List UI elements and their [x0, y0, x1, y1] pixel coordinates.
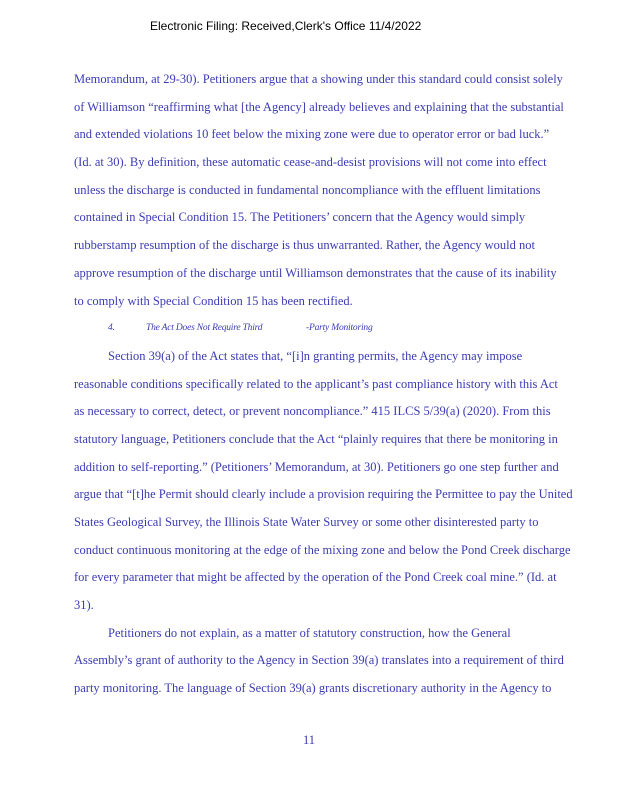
document-body: [74, 70, 614, 707]
body-line: addition to self-reporting.” (Petitioners’ Memorandum, at 30). Petitioners go one step further and: [74, 459, 559, 474]
body-line: reasonable conditions specifically related to the applicant’s past compliance history with this Act: [74, 376, 558, 391]
page-number: 11: [302, 733, 316, 747]
body-line: approve resumption of the discharge until Williamson demonstrates that the cause of its inability: [74, 265, 557, 280]
body-line: contained in Special Condition 15. The Petitioners’ concern that the Agency would simply: [74, 210, 526, 225]
body-line: party monitoring. The language of Section 39(a) grants discretionary authority in the Agency to: [74, 681, 552, 696]
body-line: argue that “[t]he Permit should clearly include a provision requiring the Permittee to pay the United: [74, 487, 573, 502]
subheading-number: 4.: [108, 323, 115, 334]
body-line: of Williamson “reaffirming what [the Agency] already believes and explaining that the substantial: [74, 99, 564, 114]
body-line: unless the discharge is conducted in fundamental noncompliance with the effluent limitations: [74, 182, 541, 197]
body-line: States Geological Survey, the Illinois State Water Survey or some other disinterested party to: [74, 515, 539, 529]
section-subheading: [74, 319, 614, 347]
body-line: for every parameter that might be affected by the operation of the Pond Creek coal mine.” (Id. at: [74, 570, 557, 585]
subheading-title-part1: The Act Does Not Require Third: [146, 323, 263, 334]
body-line: statutory language, Petitioners conclude that the Act “plainly requires that there be monitoring in: [74, 431, 558, 446]
body-line: Assembly’s grant of authority to the Agency in Section 39(a) translates into a requirement of third: [74, 653, 564, 668]
body-line: and extended violations 10 feet below the mixing zone were due to operator error or bad luck.”: [74, 127, 550, 142]
subheading-title-part2: -Party Monitoring: [306, 323, 373, 334]
body-line: Memorandum, at 29-30). Petitioners argue that a showing under this standard could consist solely: [74, 72, 563, 86]
body-line: 31).: [74, 598, 94, 613]
body-line: rubberstamp resumption of the discharge is thus unwarranted. Rather, the Agency would not: [74, 238, 535, 253]
body-line: Petitioners do not explain, as a matter of statutory construction, how the General: [108, 625, 511, 640]
body-line: conduct continuous monitoring at the edge of the mixing zone and below the Pond Creek discharge: [74, 542, 571, 557]
body-line: as necessary to correct, detect, or prevent noncompliance.” 415 ILCS 5/39(a) (2020). From this: [74, 404, 551, 419]
filing-header: Electronic Filing: Received,Clerk's Office 11/4/2022: [150, 19, 422, 33]
body-line: Section 39(a) of the Act states that, “[i]n granting permits, the Agency may impose: [108, 348, 523, 363]
body-line: to comply with Special Condition 15 has been rectified.: [74, 293, 353, 308]
body-line: (Id. at 30). By definition, these automatic cease-and-desist provisions will not come into effect: [74, 155, 547, 170]
